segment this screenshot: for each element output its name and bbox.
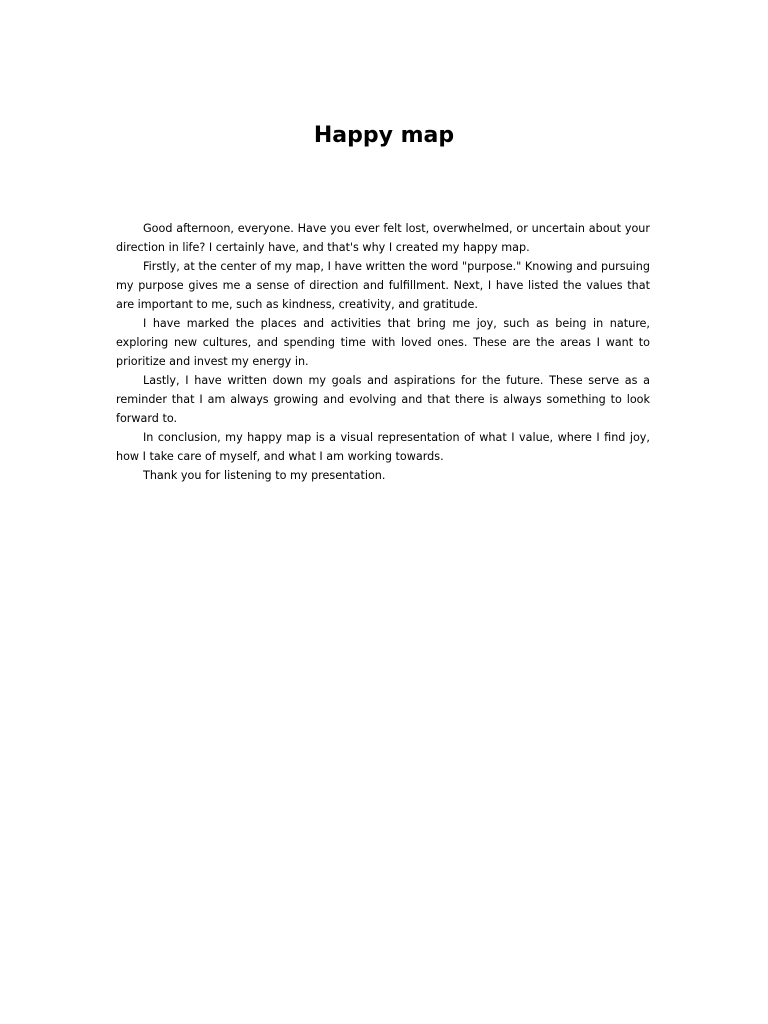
paragraph-purpose: Firstly, at the center of my map, I have written the word "purpose." Knowing and pursuing my purpose gives me a sense of direction and fulfillment. Next, I have listed the values that are important to me, such as kindness, creativity, and gratitude.	[116, 260, 650, 311]
document-title: Happy map	[313, 123, 455, 148]
paragraph-greeting: Good afternoon, everyone. Have you ever felt lost, overwhelmed, or uncertain about your direction in life? I certainly have, and that's why I created my happy map.	[116, 222, 650, 254]
paragraph-thanks: Thank you for listening to my presentation.	[143, 469, 386, 482]
paragraph-joy: I have marked the places and activities that bring me joy, such as being in nature, exploring new cultures, and spending time with loved ones. These are the areas I want to prioritize and invest my energy in.	[116, 317, 650, 368]
paragraph-conclusion: In conclusion, my happy map is a visual representation of what I value, where I find joy, how I take care of myself, and what I am working towards.	[116, 431, 650, 463]
document-body	[116, 219, 650, 485]
paragraph-goals: Lastly, I have written down my goals and aspirations for the future. These serve as a reminder that I am always growing and evolving and that there is always something to look forward to.	[116, 374, 650, 425]
